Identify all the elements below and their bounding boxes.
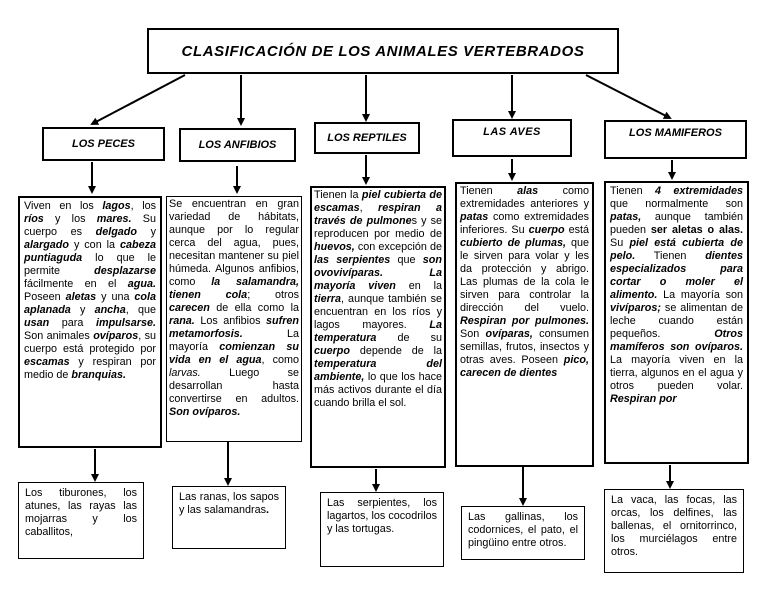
examples-mamiferos: La vaca, las focas, las orcas, los delfines, las ballenas, el ornitorrinco, los murciélagos entre otros. — [604, 489, 744, 573]
text-run: que — [390, 254, 423, 266]
text-run: de ella como la — [209, 302, 299, 314]
text-run: lo que los hace más activos durante el día cuando brilla el sol. — [314, 371, 442, 409]
text-run: carecen — [169, 302, 210, 314]
text-run: y los — [43, 213, 97, 225]
text-run: sufren metamorfosis. — [169, 315, 299, 340]
text-run: ; otros — [247, 289, 299, 301]
text-run: Respiran por — [610, 393, 677, 405]
text-run: ovíparas, — [485, 328, 533, 340]
text-run: Las ranas, los sapos y las salamandras — [179, 491, 279, 516]
text-run: usan — [24, 317, 50, 329]
description-anfibios — [166, 196, 302, 442]
text-run: Son — [460, 328, 486, 340]
text-run: alargado — [24, 239, 70, 251]
text-run: aletas — [65, 291, 97, 303]
text-run: , los — [130, 200, 157, 212]
text-run: lo que le permite — [24, 252, 156, 277]
text-run: Son animales — [24, 330, 94, 342]
text-run: ovíparos — [93, 330, 139, 342]
text-run: son ovovivíparas. — [314, 254, 442, 279]
text-run: Su cuerpo es — [24, 213, 156, 238]
text-run: se alimentan de leche cuando están pequeños. — [610, 302, 743, 340]
text-run: la salamandra, — [211, 276, 299, 288]
text-run: larvas. — [169, 367, 201, 379]
text-run: cabeza puntiaguda — [24, 239, 156, 264]
text-run: huevos, — [314, 241, 355, 253]
text-run: s y se reproducen por medio de — [314, 215, 443, 240]
examples-aves: Las gallinas, los codornices, el pato, el pingüino entre otros. — [461, 506, 585, 560]
text-run: La mayoría — [169, 328, 299, 353]
text-run: Son ovíparos. — [169, 406, 241, 418]
text-run: ser aletas o alas. — [650, 224, 744, 236]
group-label-anfibios: LOS ANFIBIOS — [198, 139, 277, 151]
group-label-aves: LAS AVES — [483, 126, 541, 138]
text-run: delgado — [95, 226, 137, 238]
text-run: cuerpo — [314, 345, 350, 357]
arrow-title-to-mamiferos — [586, 75, 670, 118]
text-run: comienzan su vida en el agua — [169, 341, 299, 366]
text-run: Poseen — [24, 291, 66, 303]
description-aves — [455, 182, 594, 467]
text-run: como extremidades anteriores y — [460, 185, 589, 210]
text-run — [383, 267, 429, 279]
diagram-title: CLASIFICACIÓN DE LOS ANIMALES VERTEBRADOS — [181, 42, 585, 60]
text-run: está — [564, 224, 589, 236]
text-run: patas, — [610, 211, 642, 223]
text-run: branquias. — [71, 369, 127, 381]
group-box-reptiles — [314, 122, 420, 154]
text-run: Los anfibios — [194, 315, 266, 327]
title-box — [147, 28, 619, 74]
text-run: , que — [125, 304, 156, 316]
group-label-mamiferos: LOS MAMIFEROS — [629, 127, 722, 139]
text-run: La mayoría viven en la tierra, algunos en el agua y otros pueden volar. — [610, 354, 743, 392]
text-run: cuerpo — [528, 224, 565, 236]
text-run: las serpientes — [314, 254, 391, 266]
description-reptiles — [310, 186, 446, 468]
text-run: y una — [96, 291, 135, 303]
text-run: que le sirven para volar y les da protección y abrigo. Las plumas de la cola le sirven para controlar la dirección del vuelo. — [460, 237, 589, 314]
description-peces — [18, 196, 162, 448]
text-run: y con la — [69, 239, 120, 251]
text-run: Otros mamíferos son ovíparos. — [610, 328, 743, 353]
group-box-aves — [452, 119, 572, 157]
text-run: La temperatura — [314, 319, 442, 344]
text-run: lagos — [102, 200, 131, 212]
text-run: Se encuentran en gran variedad de hábitats, aunque por lo regular cerca del agua, pues, necesitan mantener su piel húmeda. Algunos anfibios, como — [169, 198, 299, 288]
text-run: Tienen — [635, 250, 706, 262]
text-run: piel está cubierta de pelo. — [610, 237, 743, 262]
text-run: tienen cola — [169, 289, 248, 301]
text-run: con excepción de — [354, 241, 442, 253]
text-run: La mayoría viven — [314, 267, 442, 292]
text-run: ancha — [94, 304, 126, 316]
text-run: vivíparos; — [610, 302, 662, 314]
text-run: Tienen — [460, 185, 518, 197]
examples-reptiles: Las serpientes, los lagartos, los cocodrilos y las tortugas. — [320, 492, 444, 567]
text-run: y — [137, 226, 156, 238]
group-box-mamiferos — [604, 120, 747, 159]
text-run: cola aplanada — [24, 291, 156, 316]
text-run: Tienen la — [314, 189, 362, 201]
text-run: tierra — [314, 293, 342, 305]
text-run: , su cuerpo está protegido por — [24, 330, 157, 355]
text-run: depende de la — [350, 345, 442, 357]
examples-peces: Los tiburones, los atunes, las rayas las mojarras y los caballitos, — [18, 482, 144, 559]
text-run: que normalmente son — [610, 198, 743, 210]
group-label-peces: LOS PECES — [72, 138, 135, 150]
text-run: piel cubierta de escamas — [314, 189, 442, 214]
text-run: de su — [376, 332, 442, 344]
text-run: para — [49, 317, 96, 329]
text-run: mares. — [96, 213, 132, 225]
text-run: consumen semillas, frutos, insectos y otras aves. Poseen — [460, 328, 589, 366]
text-run: , — [359, 202, 379, 214]
text-run: impulsarse. — [95, 317, 156, 329]
text-run: y respiran por medio de — [24, 356, 156, 381]
text-run: como extremidades inferiores. Su — [460, 211, 589, 236]
text-run: 4 extremidades — [655, 185, 743, 197]
text-run: y — [70, 304, 95, 316]
text-run: temperatura del ambiente, — [314, 358, 442, 383]
text-run: Respiran por pulmones. — [460, 315, 589, 327]
text-run: Viven en los — [24, 200, 103, 212]
group-box-anfibios — [179, 128, 296, 162]
text-run: dientes especializados para cortar o moler el alimento. — [610, 250, 743, 301]
description-mamiferos — [604, 181, 749, 464]
text-run: Luego se desarrollan hasta convertirse en adultos. — [169, 367, 299, 405]
text-run: pico, carecen de dientes — [460, 354, 589, 379]
group-label-reptiles: LOS REPTILES — [327, 132, 407, 144]
text-run: fácilmente en el — [24, 278, 128, 290]
text-run: aunque también pueden — [610, 211, 743, 236]
text-run: patas — [460, 211, 489, 223]
text-run: escamas — [24, 356, 70, 368]
text-run: respiran a través de pulmone — [314, 202, 442, 227]
text-run: cubierto de plumas, — [460, 237, 566, 249]
text-run: desplazarse — [94, 265, 156, 277]
group-box-peces — [42, 127, 165, 161]
examples-anfibios — [172, 486, 286, 549]
text-run: agua. — [127, 278, 156, 290]
text-run: Su — [610, 237, 630, 249]
text-run: en la — [395, 280, 442, 292]
text-run: , como — [261, 354, 299, 366]
text-run: . — [266, 504, 270, 516]
text-run: rana. — [169, 315, 195, 327]
text-run: La mayoría son — [657, 289, 743, 301]
text-run: alas — [517, 185, 539, 197]
arrow-title-to-peces — [92, 75, 185, 124]
text-run: , aunque también se encuentran en los ríos y lagos mayores. — [314, 293, 442, 331]
text-run: ríos — [24, 213, 44, 225]
text-run: Tienen — [610, 185, 655, 197]
